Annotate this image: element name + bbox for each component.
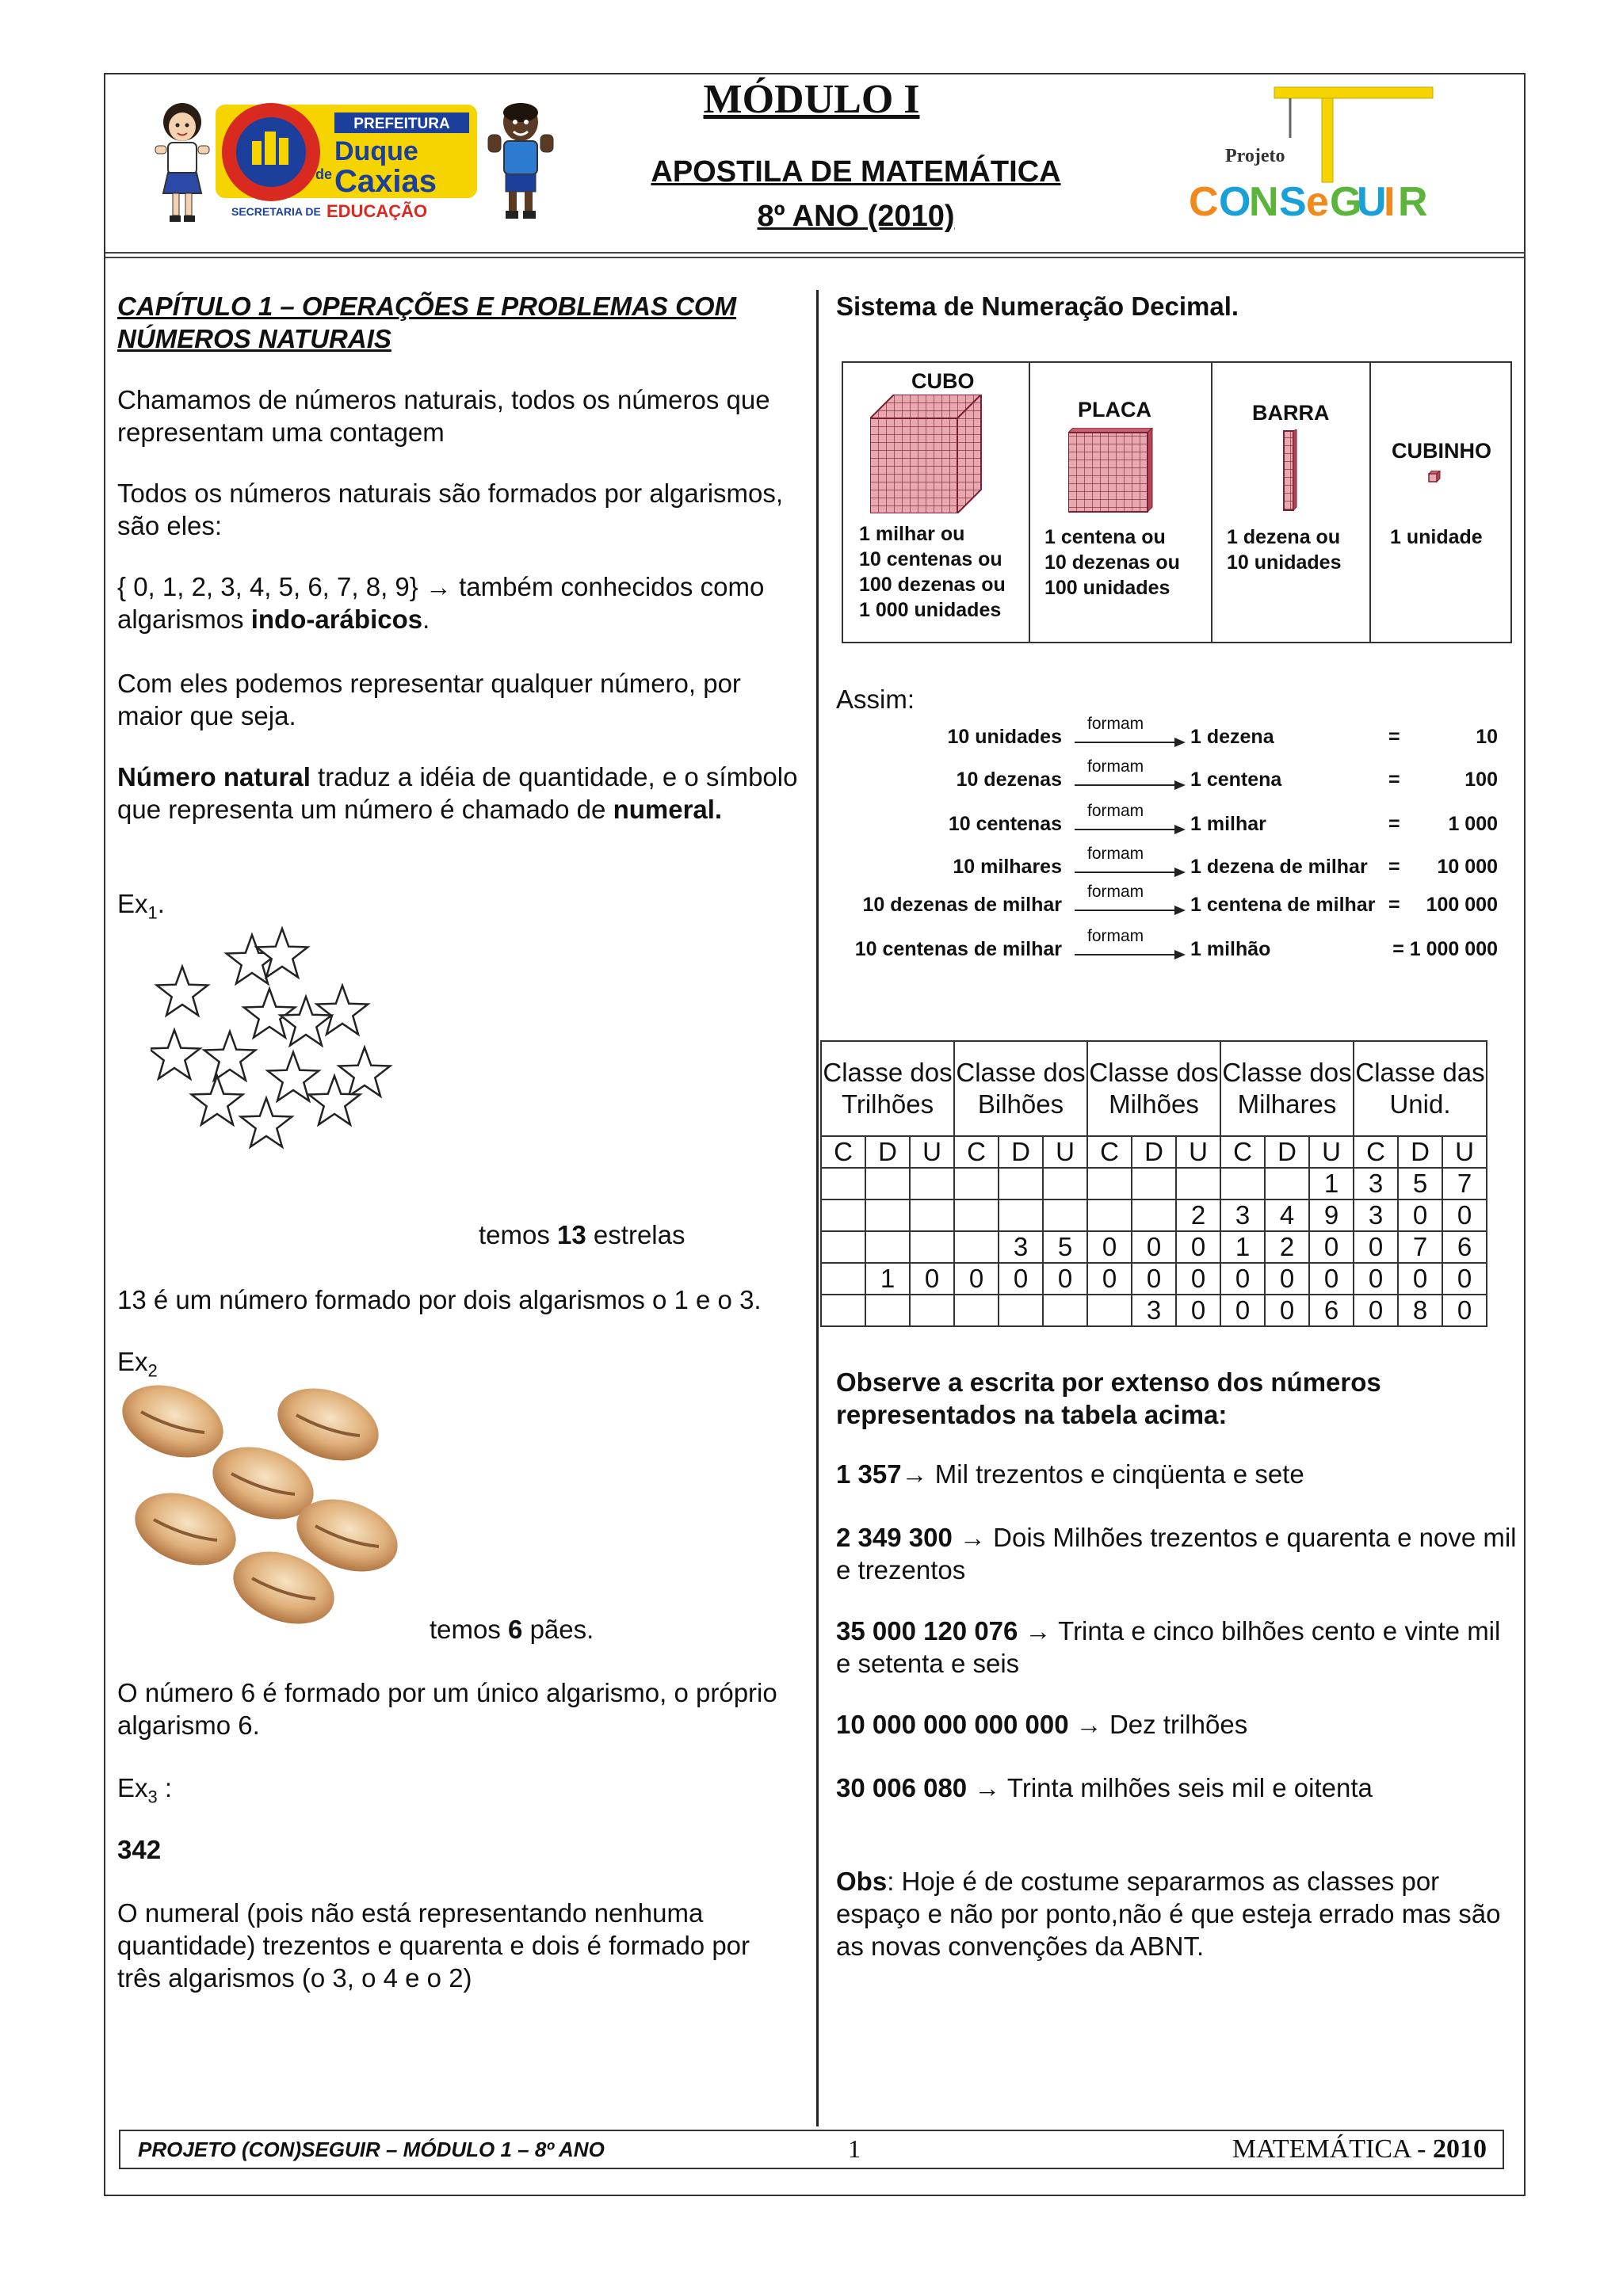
logo-prefeitura-text: PREFEITURA (353, 116, 450, 132)
logo-letter: N (1249, 179, 1279, 225)
stars-caption: temos 13 estrelas (479, 1220, 685, 1249)
digit-cell: 0 (1398, 1199, 1442, 1231)
conversion-eq: = (1388, 813, 1400, 835)
digit-cell: 2 (1176, 1199, 1220, 1231)
arrow-right-icon (1075, 867, 1186, 878)
example-label: $Ex_2$ (117, 1347, 158, 1381)
classes-table (820, 1040, 1487, 1327)
logo-educacao-text: EDUCAÇÃO (327, 201, 428, 220)
digit-cell: 0 (1442, 1295, 1487, 1326)
digit-cell: 0 (1442, 1263, 1487, 1295)
star-icon (151, 1030, 200, 1079)
digit-cell (1043, 1295, 1087, 1326)
conversion-row (0, 802, 1623, 845)
cdu-cell: D (1398, 1136, 1442, 1168)
digit-cell: 7 (1442, 1168, 1487, 1199)
digit-cell: 0 (910, 1263, 954, 1295)
digit-cell: 0 (1176, 1295, 1220, 1326)
digit-cell (865, 1199, 910, 1231)
table-row (821, 1168, 1487, 1199)
digit-cell: 0 (1132, 1263, 1176, 1295)
cdu-cell: C (821, 1136, 865, 1168)
star-icon (204, 1032, 256, 1081)
arrow-right-icon (1075, 905, 1186, 916)
conversion-verb: formam (1087, 802, 1144, 820)
digit-cell (821, 1168, 865, 1199)
digit-cell: 8 (1398, 1295, 1442, 1326)
obs-paragraph: Obs: Hoje é de costume separarmos as classes por espaço e não por ponto,não é que esteja errado mas são as novas convenções da ABNT. (836, 1867, 1501, 1961)
page-title: MÓDULO I (703, 77, 920, 122)
digit-cell: 0 (1043, 1263, 1087, 1295)
digit-cell: 1 (1309, 1168, 1354, 1199)
digit-cell (999, 1199, 1043, 1231)
cdu-cell: D (865, 1136, 910, 1168)
paragraph: 13 é um número formado por dois algarismos o 1 e o 3. (117, 1285, 762, 1314)
class-header: Classe dos Milhões (1087, 1041, 1220, 1136)
digit-cell: 0 (1176, 1231, 1220, 1263)
extenso-item: 1 357→ Mil trezentos e cinqüenta e sete (836, 1459, 1304, 1489)
digit-cell: 1 (865, 1263, 910, 1295)
digit-cell: 0 (1398, 1263, 1442, 1295)
base-ten-blocks-figure (842, 361, 1512, 643)
digit-cell (821, 1263, 865, 1295)
page-footer (119, 2130, 1504, 2169)
logo-letter: G (1330, 179, 1362, 225)
logo-de-text: de (315, 166, 333, 182)
conversion-to: 1 milhão (1190, 938, 1271, 960)
table-row (821, 1263, 1487, 1295)
digit-cell: 0 (1087, 1231, 1132, 1263)
digit-cell (821, 1295, 865, 1326)
logo-letter: O (1219, 179, 1251, 225)
digit-cell (954, 1295, 999, 1326)
digit-cell: 6 (1442, 1231, 1487, 1263)
digit-cell (865, 1168, 910, 1199)
conversion-verb: formam (1087, 845, 1144, 863)
table-row (821, 1199, 1487, 1231)
digit-cell (1043, 1168, 1087, 1199)
conversion-eq: = (1388, 894, 1400, 916)
conversion-verb: formam (1087, 883, 1144, 901)
star-icon (317, 986, 369, 1035)
digit-cell: 0 (1220, 1295, 1265, 1326)
star-icon (192, 1076, 243, 1125)
logo-secretaria-text: SECRETARIA DE (231, 205, 321, 218)
extenso-item: 10 000 000 000 000 → Dez trilhões (836, 1710, 1248, 1739)
conversion-from: 10 unidades (947, 726, 1062, 748)
bar-icon (1282, 429, 1298, 512)
star-icon (339, 1047, 391, 1097)
digit-cell (910, 1295, 954, 1326)
logo-letter: e (1306, 179, 1329, 225)
conversion-to: 1 centena (1190, 769, 1282, 791)
star-icon (157, 967, 208, 1016)
chapter-heading: CAPÍTULO 1 – OPERAÇÕES E PROBLEMAS COM NÚMEROS NATURAIS (117, 292, 737, 353)
star-icon (241, 1098, 292, 1147)
digit-cell: 0 (1176, 1263, 1220, 1295)
block-cubo: CUBO 1 milhar ou 10 centenas ou 100 dezenas ou 1 000 unidades (843, 363, 1030, 642)
conversion-value: 10 000 (1437, 856, 1498, 878)
footer-subject: MATEMÁTICA - 2010 (1232, 2134, 1487, 2164)
logo-letter: U (1357, 179, 1387, 225)
digit-cell (865, 1295, 910, 1326)
conversion-eq: = (1388, 856, 1400, 878)
logo-caxias-text: Caxias (334, 164, 437, 199)
arrow-right-icon (1075, 824, 1186, 835)
paragraph: Todos os números naturais são formados por algarismos, são eles: (117, 479, 784, 540)
digit-cell: 6 (1309, 1295, 1354, 1326)
logo-duque-text: Duque (334, 136, 418, 166)
number-example: 342 (117, 1835, 162, 1864)
digit-cell (1265, 1168, 1309, 1199)
cdu-cell: C (1087, 1136, 1132, 1168)
digit-cell: 7 (1398, 1231, 1442, 1263)
conversion-row (0, 845, 1623, 887)
plate-icon (1068, 428, 1155, 515)
conversion-eq: = (1388, 769, 1400, 791)
conversion-verb: formam (1087, 927, 1144, 945)
block-placa: PLACA 1 centena ou 10 dezenas ou 100 unidades (1030, 363, 1212, 642)
conversion-row (0, 883, 1623, 925)
header-divider (105, 252, 1524, 254)
block-barra: BARRA 1 dezena ou 10 unidades (1212, 363, 1371, 642)
digit-cell: 0 (1132, 1231, 1176, 1263)
digit-cell (821, 1199, 865, 1231)
paragraph: O número 6 é formado por um único algarismo, o próprio algarismo 6. (117, 1678, 777, 1740)
block-cubinho: CUBINHO 1 unidade (1390, 439, 1491, 548)
digit-cell (954, 1199, 999, 1231)
digit-cell (1043, 1199, 1087, 1231)
conversion-value: 100 (1465, 769, 1498, 791)
digit-cell (999, 1168, 1043, 1199)
digit-cell: 0 (1354, 1263, 1398, 1295)
digit-cell: 0 (1309, 1231, 1354, 1263)
conversion-row (0, 927, 1623, 970)
arrow-right-icon (1075, 737, 1186, 748)
conversion-row (0, 715, 1623, 757)
extenso-item: 2 349 300 → Dois Milhões trezentos e quarenta e nove mil e trezentos (836, 1523, 1517, 1585)
cdu-cell: C (954, 1136, 999, 1168)
conversion-to: 1 milhar (1190, 813, 1266, 835)
digit-cell (865, 1231, 910, 1263)
digit-cell (1132, 1168, 1176, 1199)
conversion-value: 100 000 (1426, 894, 1498, 916)
conversion-value: 10 (1476, 726, 1498, 748)
cdu-cell: D (1132, 1136, 1176, 1168)
cdu-cell: C (1354, 1136, 1398, 1168)
digit-cell: 5 (1043, 1231, 1087, 1263)
digit-cell: 0 (1309, 1263, 1354, 1295)
paragraph: Número natural traduz a idéia de quantidade, e o símbolo que representa um número é chamado de numeral. (117, 762, 798, 824)
logo-letter: I (1384, 179, 1396, 225)
class-header: Classe dos Bilhões (954, 1041, 1087, 1136)
column-divider (816, 290, 819, 2126)
digit-cell (999, 1295, 1043, 1326)
unit-cube-icon (1428, 471, 1441, 483)
digit-cell: 0 (1265, 1295, 1309, 1326)
digit-cell: 0 (1220, 1263, 1265, 1295)
assim-label: Assim: (836, 685, 915, 714)
digit-cell (910, 1168, 954, 1199)
class-header: Classe dos Trilhões (821, 1041, 954, 1136)
logo-projeto-text: Projeto (1225, 146, 1285, 166)
digit-cell: 9 (1309, 1199, 1354, 1231)
digit-cell: 3 (1220, 1199, 1265, 1231)
digit-cell (1132, 1199, 1176, 1231)
page-subtitle: APOSTILA DE MATEMÁTICA (651, 155, 1061, 189)
digit-cell (910, 1231, 954, 1263)
page-grade: 8º ANO (2010) (757, 200, 955, 233)
digit-cell (954, 1231, 999, 1263)
class-header: Classe dos Milhares (1220, 1041, 1354, 1136)
cdu-cell: D (999, 1136, 1043, 1168)
page-number: 1 (848, 2134, 861, 2163)
digit-cell: 0 (1265, 1263, 1309, 1295)
logo-letter: S (1279, 179, 1307, 225)
logo-letter: R (1398, 179, 1428, 225)
conversion-eq: = (1388, 726, 1400, 748)
digit-cell: 0 (1354, 1295, 1398, 1326)
conversion-from: 10 milhares (953, 856, 1062, 878)
paragraph: { 0, 1, 2, 3, 4, 5, 6, 7, 8, 9} → também conhecidos como algarismos indo-arábicos. (117, 572, 765, 634)
cdu-cell: D (1265, 1136, 1309, 1168)
digit-cell (1087, 1295, 1132, 1326)
arrow-right-icon (1075, 780, 1186, 791)
cdu-cell: U (1043, 1136, 1087, 1168)
logo-letter: C (1189, 179, 1219, 225)
example-label: $Ex_1$. (117, 889, 165, 923)
class-header: Classe das Unid. (1354, 1041, 1487, 1136)
footer-project: PROJETO (CON)SEGUIR – MÓDULO 1 – 8º ANO (138, 2138, 605, 2161)
digit-cell: 0 (999, 1263, 1043, 1295)
digit-cell: 0 (1354, 1231, 1398, 1263)
bread-caption: temos 6 pães. (430, 1615, 594, 1644)
digit-cell: 3 (1354, 1168, 1398, 1199)
cdu-cell: U (910, 1136, 954, 1168)
extenso-item: 30 006 080 → Trinta milhões seis mil e oitenta (836, 1773, 1373, 1802)
example-label: $Ex_3$ : (117, 1773, 173, 1807)
cdu-cell: C (1220, 1136, 1265, 1168)
conversion-verb: formam (1087, 757, 1144, 776)
conversion-from: 10 dezenas (956, 769, 1062, 791)
digit-cell: 5 (1398, 1168, 1442, 1199)
digit-cell (1176, 1168, 1220, 1199)
conversion-value: = 1 000 000 (1392, 938, 1498, 960)
digit-cell (1087, 1168, 1132, 1199)
digit-cell (1087, 1199, 1132, 1231)
header-divider (105, 257, 1524, 258)
conversion-to: 1 centena de milhar (1190, 894, 1376, 916)
conversion-from: 10 dezenas de milhar (862, 894, 1062, 916)
conversion-verb: formam (1087, 715, 1144, 733)
conversion-to: 1 dezena (1190, 726, 1274, 748)
digit-cell: 3 (1132, 1295, 1176, 1326)
conversion-to: 1 dezena de milhar (1190, 856, 1368, 878)
digit-cell: 4 (1265, 1199, 1309, 1231)
projeto-conseguir-logo (1187, 82, 1441, 249)
extenso-item: 35 000 120 076 → Trinta e cinco bilhões cento e vinte mil e setenta e seis (836, 1616, 1501, 1678)
bread-icon (117, 1380, 233, 1470)
cdu-cell: U (1309, 1136, 1354, 1168)
paragraph: Com eles podemos representar qualquer número, por maior que seja. (117, 669, 741, 730)
cdu-header-row (821, 1136, 1487, 1168)
digit-cell (1220, 1168, 1265, 1199)
section-heading: Sistema de Numeração Decimal. (836, 292, 1239, 321)
arrow-right-icon (1075, 949, 1186, 960)
digit-cell (910, 1199, 954, 1231)
digit-cell: 1 (1220, 1231, 1265, 1263)
digit-cell (821, 1231, 865, 1263)
cdu-cell: U (1176, 1136, 1220, 1168)
conversion-value: 1 000 (1448, 813, 1498, 835)
bread-illustration (117, 1380, 418, 1642)
paragraph: Chamamos de números naturais, todos os números que representam uma contagem (117, 385, 770, 447)
digit-cell: 3 (1354, 1199, 1398, 1231)
digit-cell (954, 1168, 999, 1199)
digit-cell: 3 (999, 1231, 1043, 1263)
table-row (821, 1295, 1487, 1326)
cube-icon (870, 395, 989, 513)
digit-cell: 0 (1087, 1263, 1132, 1295)
star-icon (244, 989, 296, 1038)
digit-cell: 0 (1442, 1199, 1487, 1231)
observe-heading: Observe a escrita por extenso dos números representados na tabela acima: (836, 1367, 1381, 1429)
table-row (821, 1231, 1487, 1263)
conversion-from: 10 centenas de milhar (854, 938, 1062, 960)
digit-cell: 0 (954, 1263, 999, 1295)
paragraph: O numeral (pois não está representando nenhuma quantidade) trezentos e quarenta e dois é formado por três algarismos (o 3, o 4 e o 2) (117, 1898, 750, 1993)
digit-cell: 2 (1265, 1231, 1309, 1263)
conversion-row (0, 757, 1623, 800)
conversion-from: 10 centenas (948, 813, 1062, 835)
cdu-cell: U (1442, 1136, 1487, 1168)
